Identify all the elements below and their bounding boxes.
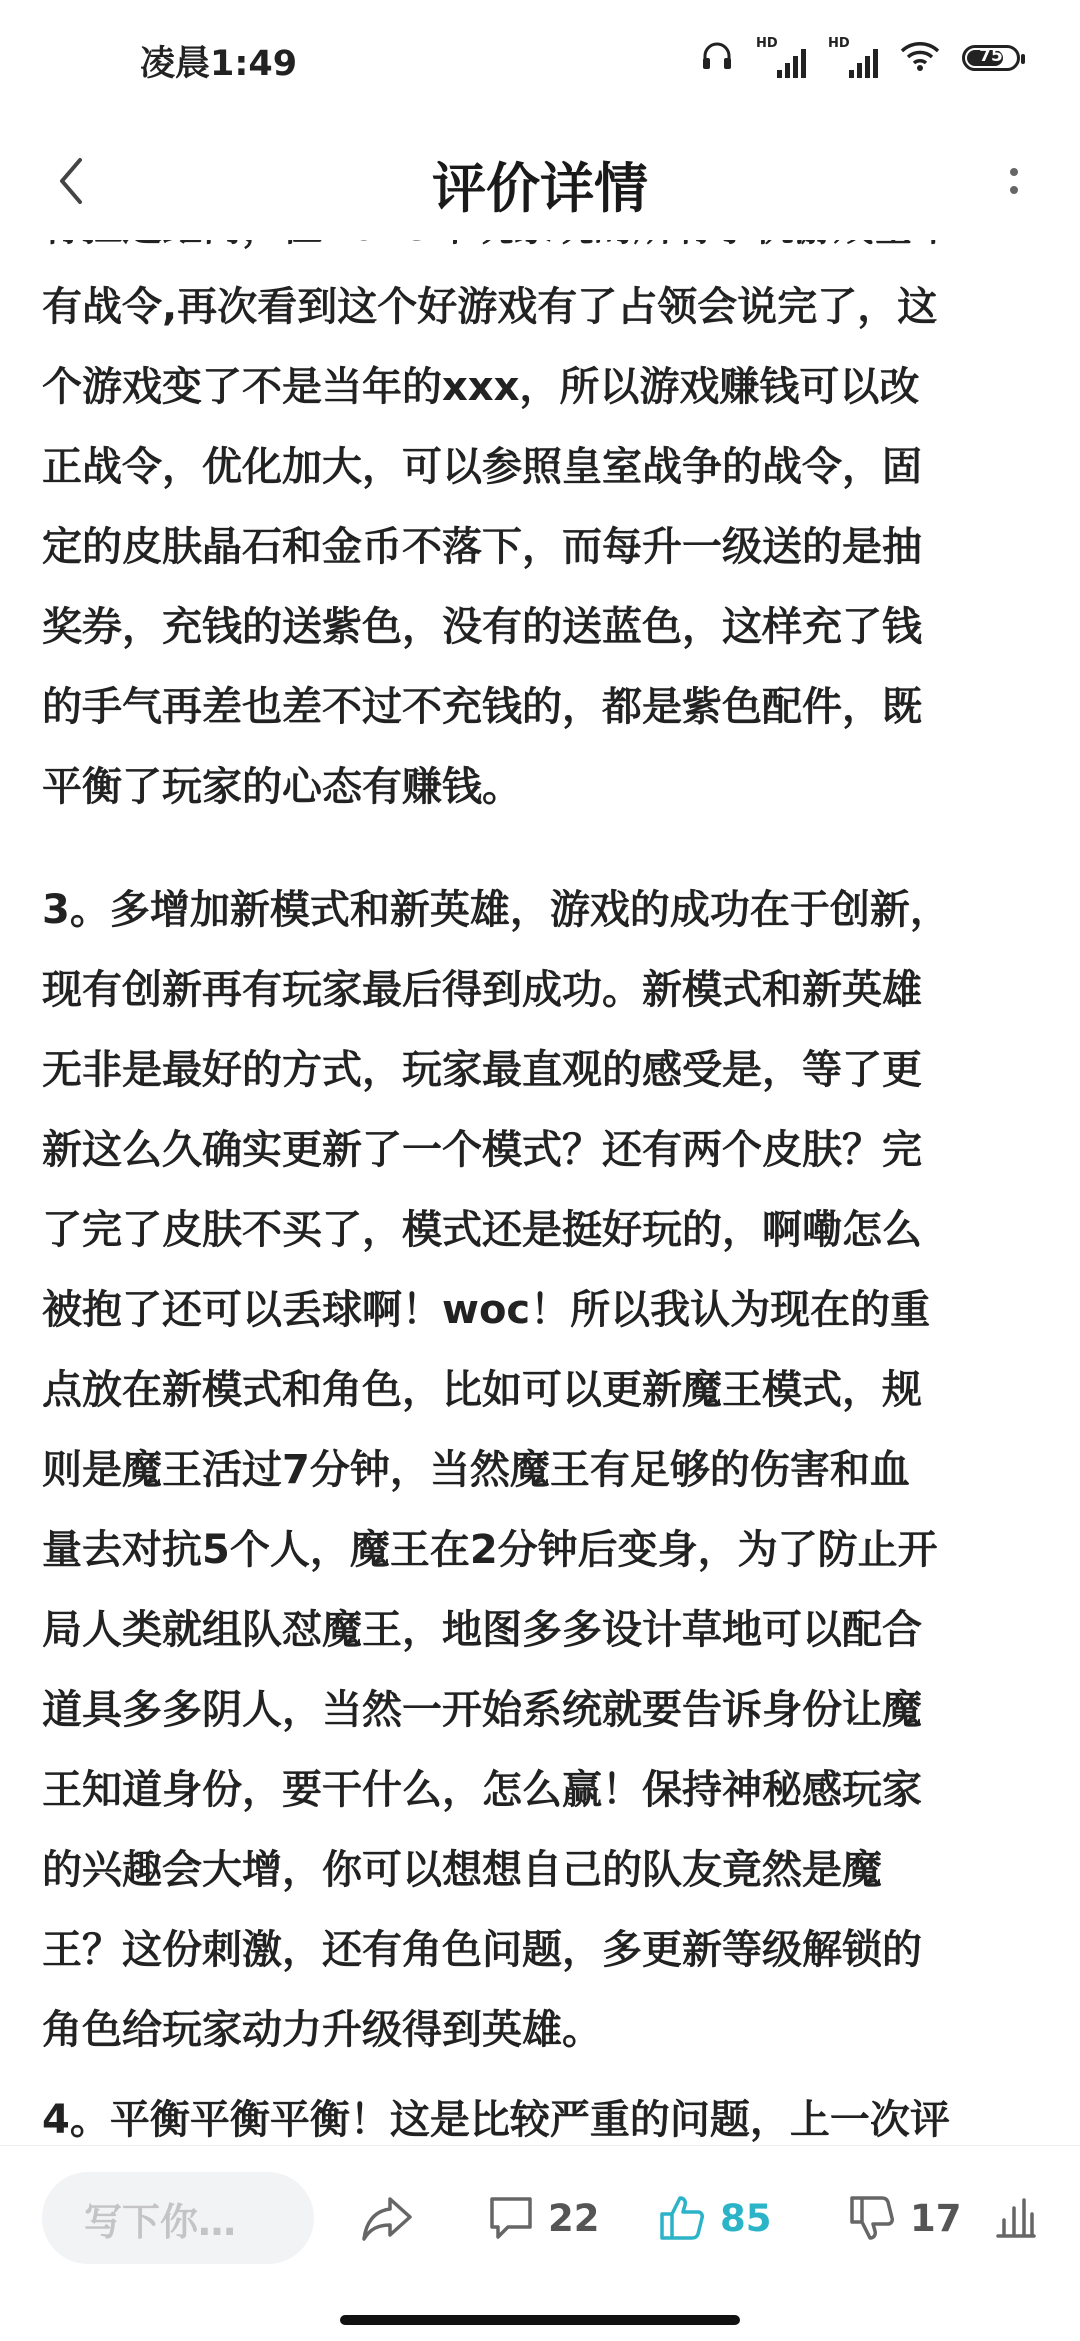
text-line: 平衡了玩家的心态有赚钱。: [42, 764, 522, 810]
text-line: 正战令，优化加大，可以参照皇室战争的战令，固: [42, 444, 922, 490]
text-line: 王知道身份，要干什么，怎么赢！保持神秘感玩家: [42, 1767, 922, 1813]
bottom-action-bar: [0, 2145, 1080, 2341]
dislike-button[interactable]: [848, 2172, 962, 2264]
text-line: 个游戏变了不是当年的xxx，所以游戏赚钱可以改: [42, 364, 920, 410]
wifi-icon: [900, 40, 940, 76]
text-line: 3。多增加新模式和新英雄，游戏的成功在于创新，: [42, 887, 950, 933]
app-header: [0, 120, 1080, 240]
text-line: 定的皮肤晶石和金币不落下，而每升一级送的是抽: [42, 524, 922, 570]
text-line: 无非是最好的方式，玩家最直观的感受是，等了更: [42, 1047, 922, 1093]
like-count: 85: [720, 2196, 772, 2240]
text-line: 被抱了还可以丢球啊！woc！所以我认为现在的重: [42, 1287, 931, 1333]
text-line: 的手气再差也差不过不充钱的，都是紫色配件，既: [42, 684, 922, 730]
status-bar: [0, 0, 1080, 120]
comment-input[interactable]: 写下你…: [42, 2172, 314, 2264]
more-options-button[interactable]: [984, 146, 1044, 216]
text-line: 点放在新模式和角色，比如可以更新魔王模式，规: [42, 1367, 922, 1413]
headset-icon: [700, 39, 734, 77]
signal-1-icon: HD: [756, 38, 806, 78]
text-line: 量去对抗5个人，魔王在2分钟后变身，为了防止开: [42, 1527, 938, 1573]
battery-level: 75: [979, 46, 1003, 66]
text-line: 新这么久确实更新了一个模式？还有两个皮肤？完: [42, 1127, 922, 1173]
battery-icon: [962, 45, 1020, 71]
text-line: 则是魔王活过7分钟，当然魔王有足够的伤害和血: [42, 1447, 910, 1493]
comment-icon: [488, 2195, 534, 2241]
text-line: 4。平衡平衡平衡！这是比较严重的问题，上一次评: [42, 2097, 950, 2143]
text-line: 的兴趣会大增，你可以想想自己的队友竟然是魔: [42, 1847, 882, 1893]
home-indicator[interactable]: [340, 2315, 740, 2325]
page-title: 评价详情: [432, 157, 648, 220]
text-line: 角色给玩家动力升级得到英雄。: [42, 2007, 602, 2053]
text-line: 道具多多阴人，当然一开始系统就要告诉身份让魔: [42, 1687, 922, 1733]
review-paragraph-3: [42, 870, 1042, 2070]
text-line: 王？这份刺激，还有角色问题，多更新等级解锁的: [42, 1927, 922, 1973]
share-button[interactable]: [360, 2172, 414, 2264]
thumbs-down-icon: [848, 2194, 896, 2242]
comment-button[interactable]: [488, 2172, 600, 2264]
like-button[interactable]: [658, 2172, 772, 2264]
text-line: 了完了皮肤不买了，模式还是挺好玩的，啊嘞怎么: [42, 1207, 922, 1253]
text-line: 有战令,再次看到这个好游戏有了占领会说完了，这: [42, 284, 938, 330]
review-content: [0, 240, 1080, 2145]
more-dot-icon: [1010, 168, 1018, 176]
text-line: 现有创新再有玩家最后得到成功。新模式和新英雄: [42, 967, 922, 1013]
bar-chart-icon: [994, 2196, 1038, 2240]
review-paragraph-2: [42, 267, 1042, 827]
comment-count: 22: [548, 2196, 600, 2240]
dislike-count: 17: [910, 2196, 962, 2240]
text-line: 奖券，充钱的送紫色，没有的送蓝色，这样充了钱: [42, 604, 922, 650]
share-icon: [360, 2193, 414, 2243]
status-icons: [700, 38, 1020, 78]
status-time: 凌晨1:49: [140, 44, 298, 84]
thumbs-up-icon: [658, 2194, 706, 2242]
text-line: 局人类就组队怼魔王，地图多多设计草地可以配合: [42, 1607, 922, 1653]
signal-2-icon: HD: [828, 38, 878, 78]
stats-button[interactable]: [994, 2172, 1038, 2264]
more-dot-icon: [1010, 186, 1018, 194]
